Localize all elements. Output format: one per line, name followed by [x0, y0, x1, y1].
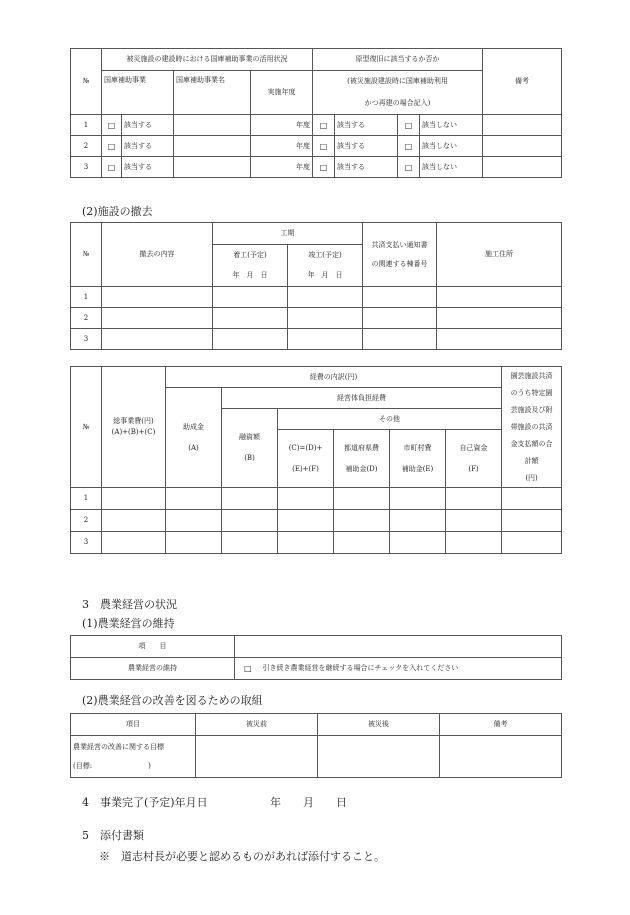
table-row — [71, 329, 562, 350]
after-cell[interactable] — [318, 736, 440, 778]
expense-table — [70, 366, 562, 554]
table-row — [71, 658, 562, 680]
row-number: 1 — [71, 287, 102, 308]
row-number: 3 — [71, 329, 102, 350]
remarks-cell[interactable] — [440, 736, 562, 778]
loan-line1: 融資額 — [239, 433, 260, 441]
restore-no-label: 該当しない — [420, 115, 483, 136]
cell[interactable] — [278, 488, 334, 510]
cell[interactable] — [102, 488, 166, 510]
own-line2: (F) — [468, 464, 479, 473]
restore-no-label: 該当しない — [420, 157, 483, 178]
applicable-label: 該当する — [122, 136, 174, 157]
restore-header-line1: 原型復旧に該当するか否か — [313, 49, 483, 71]
remarks-header: 備考 — [483, 49, 562, 115]
cell[interactable] — [334, 510, 390, 532]
farm-management-table — [70, 635, 562, 680]
subsidy-usage-table — [70, 48, 562, 178]
goal-cell — [71, 736, 196, 778]
c-header — [278, 430, 334, 488]
total-cost-line1: 総事業費(円) — [113, 417, 154, 425]
address-cell[interactable] — [437, 329, 562, 350]
applicable-label: 該当する — [122, 115, 174, 136]
cell[interactable] — [502, 532, 562, 554]
cell[interactable] — [446, 510, 502, 532]
cell[interactable] — [502, 488, 562, 510]
subsidy-header — [166, 388, 222, 488]
cell[interactable] — [390, 510, 446, 532]
side-line: (円) — [525, 473, 538, 482]
row-number: 2 — [71, 136, 102, 157]
loan-line2: (B) — [244, 454, 255, 462]
cell[interactable] — [278, 510, 334, 532]
year-cell[interactable]: 年度 — [251, 115, 313, 136]
end-header: 竣工(予定) — [288, 245, 363, 266]
goal-label: 農業経営の改善に関する目標 — [73, 742, 164, 751]
cell[interactable] — [166, 532, 222, 554]
applicable-checkbox[interactable]: □ — [102, 157, 122, 178]
section5-heading: 5 添付書類 — [82, 829, 144, 842]
subsidy-line2: (A) — [188, 443, 199, 452]
year-cell[interactable]: 年度 — [251, 136, 313, 157]
side-line: 園芸施設共済 — [510, 371, 553, 380]
table-row — [71, 136, 562, 157]
cell[interactable] — [446, 488, 502, 510]
cell[interactable] — [102, 510, 166, 532]
table-row — [71, 308, 562, 329]
restore-no-checkbox[interactable]: □ — [398, 157, 420, 178]
removal-content-cell[interactable] — [102, 308, 213, 329]
cell[interactable] — [222, 488, 278, 510]
city-line2: 補助金(E) — [401, 464, 434, 473]
total-cost-header — [102, 367, 166, 488]
after-header: 被災後 — [318, 714, 440, 736]
subsidy-group-header: 被災施設の建設時における国庫補助事業の活用状況 — [102, 49, 313, 71]
c-line2: (E)+(F) — [292, 464, 319, 473]
cell[interactable] — [334, 532, 390, 554]
remarks-cell[interactable] — [483, 136, 562, 157]
removal-content-header: 撤去の内容 — [102, 223, 213, 287]
side-line: のうち特定園 — [510, 388, 553, 397]
table-row — [71, 736, 562, 778]
other-header: その他 — [278, 409, 502, 430]
cell[interactable] — [446, 532, 502, 554]
table-row — [71, 488, 562, 510]
row-number: 2 — [71, 308, 102, 329]
restore-header-line3: かつ再建の場合記入) — [313, 93, 483, 115]
section4-heading: 4 事業完了(予定)年月日 — [82, 796, 208, 809]
side-line: 帯施設の共済 — [510, 422, 553, 431]
remarks-cell[interactable] — [483, 157, 562, 178]
restore-yes-checkbox[interactable]: □ — [313, 136, 335, 157]
mutual-aid-line2: の関連する棟番号 — [371, 259, 428, 268]
mutual-aid-cell[interactable] — [363, 329, 437, 350]
maintain-checkbox[interactable]: □ — [235, 658, 261, 680]
period-header: 工期 — [213, 223, 363, 245]
end-date-label: 年 月 日 — [288, 266, 363, 287]
table-row — [71, 287, 562, 308]
section3-heading: 3 農業経営の状況 — [82, 598, 177, 611]
own-line1: 自己資金 — [459, 443, 488, 452]
start-date-label: 年 月 日 — [213, 266, 288, 287]
section3-1-heading: (1)農業経営の維持 — [82, 617, 175, 630]
row-number: 1 — [71, 488, 102, 510]
table-row — [71, 532, 562, 554]
subsidy-name-header: 国庫補助事業名 — [174, 71, 251, 115]
restore-yes-checkbox[interactable]: □ — [313, 115, 335, 136]
restore-yes-checkbox[interactable]: □ — [313, 157, 335, 178]
row-number: 2 — [71, 510, 102, 532]
start-date-cell[interactable] — [213, 287, 288, 308]
removal-table — [70, 222, 562, 350]
subsidy-name-cell[interactable] — [174, 115, 251, 136]
section-removal-heading: (2)施設の撤去 — [82, 205, 153, 218]
end-date-cell[interactable] — [288, 287, 363, 308]
mutual-aid-total-header — [502, 367, 562, 488]
applicable-label: 該当する — [122, 157, 174, 178]
loan-header — [222, 409, 278, 488]
mutual-aid-line1: 共済支払い通知書 — [371, 240, 428, 249]
subsidy-line1: 助成金 — [183, 422, 204, 431]
restore-no-label: 該当しない — [420, 136, 483, 157]
item-header: 項 目 — [71, 636, 235, 658]
applicable-checkbox[interactable]: □ — [102, 115, 122, 136]
breakdown-header: 経費の内訳(円) — [166, 367, 502, 388]
side-line: 芸施設及び附 — [510, 405, 553, 414]
city-subsidy-header — [390, 430, 446, 488]
cell[interactable] — [222, 510, 278, 532]
empty-header — [235, 636, 562, 658]
address-cell[interactable] — [437, 287, 562, 308]
year-header: 実施年度 — [251, 71, 313, 115]
start-date-cell[interactable] — [213, 329, 288, 350]
goal-input[interactable]: (目標: ) — [73, 761, 151, 770]
c-line1: (C)=(D)+ — [288, 443, 323, 452]
cell[interactable] — [502, 510, 562, 532]
own-funds-header — [446, 430, 502, 488]
removal-content-cell[interactable] — [102, 329, 213, 350]
maintain-label: 農業経営の維持 — [71, 658, 235, 680]
cell[interactable] — [166, 488, 222, 510]
subsidy-project-header: 国庫補助事業 — [102, 71, 174, 115]
cell[interactable] — [278, 532, 334, 554]
section3-2-heading: (2)農業経営の改善を図るための取組 — [82, 694, 263, 707]
mutual-aid-cell[interactable] — [363, 308, 437, 329]
subsidy-name-cell[interactable] — [174, 136, 251, 157]
cell[interactable] — [222, 532, 278, 554]
city-line1: 市町村費 — [403, 443, 432, 452]
completion-date[interactable]: 年 月 日 — [270, 796, 347, 809]
burden-header: 経営体負担経費 — [222, 388, 502, 409]
subsidy-name-cell[interactable] — [174, 157, 251, 178]
pref-line2: 補助金(D) — [345, 464, 378, 473]
end-date-cell[interactable] — [288, 329, 363, 350]
before-header: 被災前 — [196, 714, 318, 736]
year-cell[interactable]: 年度 — [251, 157, 313, 178]
no-header: № — [71, 367, 102, 488]
mutual-aid-cell[interactable] — [363, 287, 437, 308]
side-line: 金支払額の合 — [510, 439, 553, 448]
restore-yes-label: 該当する — [335, 115, 398, 136]
row-number: 3 — [71, 532, 102, 554]
applicable-checkbox[interactable]: □ — [102, 136, 122, 157]
table-row — [71, 157, 562, 178]
before-cell[interactable] — [196, 736, 318, 778]
start-header: 着工(予定) — [213, 245, 288, 266]
restore-yes-label: 該当する — [335, 157, 398, 178]
cell[interactable] — [334, 488, 390, 510]
attachment-note: ※ 道志村長が必要と認めるものがあれば添付すること。 — [99, 850, 385, 863]
mutual-aid-header — [363, 223, 437, 287]
side-line: 計額 — [524, 456, 539, 465]
cell[interactable] — [390, 488, 446, 510]
maintain-instruction: 引き続き農業経営を継続する場合にチェックを入れてください — [261, 658, 562, 680]
restore-no-checkbox[interactable]: □ — [398, 136, 420, 157]
cell[interactable] — [390, 532, 446, 554]
removal-content-cell[interactable] — [102, 287, 213, 308]
end-date-cell[interactable] — [288, 308, 363, 329]
restore-yes-label: 該当する — [335, 136, 398, 157]
cell[interactable] — [102, 532, 166, 554]
row-number: 3 — [71, 157, 102, 178]
remarks-cell[interactable] — [483, 115, 562, 136]
remarks-header: 備考 — [440, 714, 562, 736]
no-header: № — [71, 49, 102, 115]
prefecture-subsidy-header — [334, 430, 390, 488]
start-date-cell[interactable] — [213, 308, 288, 329]
restore-no-checkbox[interactable]: □ — [398, 115, 420, 136]
table-row — [71, 510, 562, 532]
row-number: 1 — [71, 115, 102, 136]
table-row — [71, 115, 562, 136]
total-cost-line2: (A)+(B)+(C) — [111, 428, 156, 436]
improvement-table — [70, 713, 562, 778]
pref-line1: 都道府県費 — [344, 443, 379, 452]
restore-header-line2: (被災施設建設時に国庫補助利用 — [313, 71, 483, 93]
cell[interactable] — [166, 510, 222, 532]
no-header: № — [71, 223, 102, 287]
item-header: 項目 — [71, 714, 196, 736]
address-header: 施工住所 — [437, 223, 562, 287]
address-cell[interactable] — [437, 308, 562, 329]
